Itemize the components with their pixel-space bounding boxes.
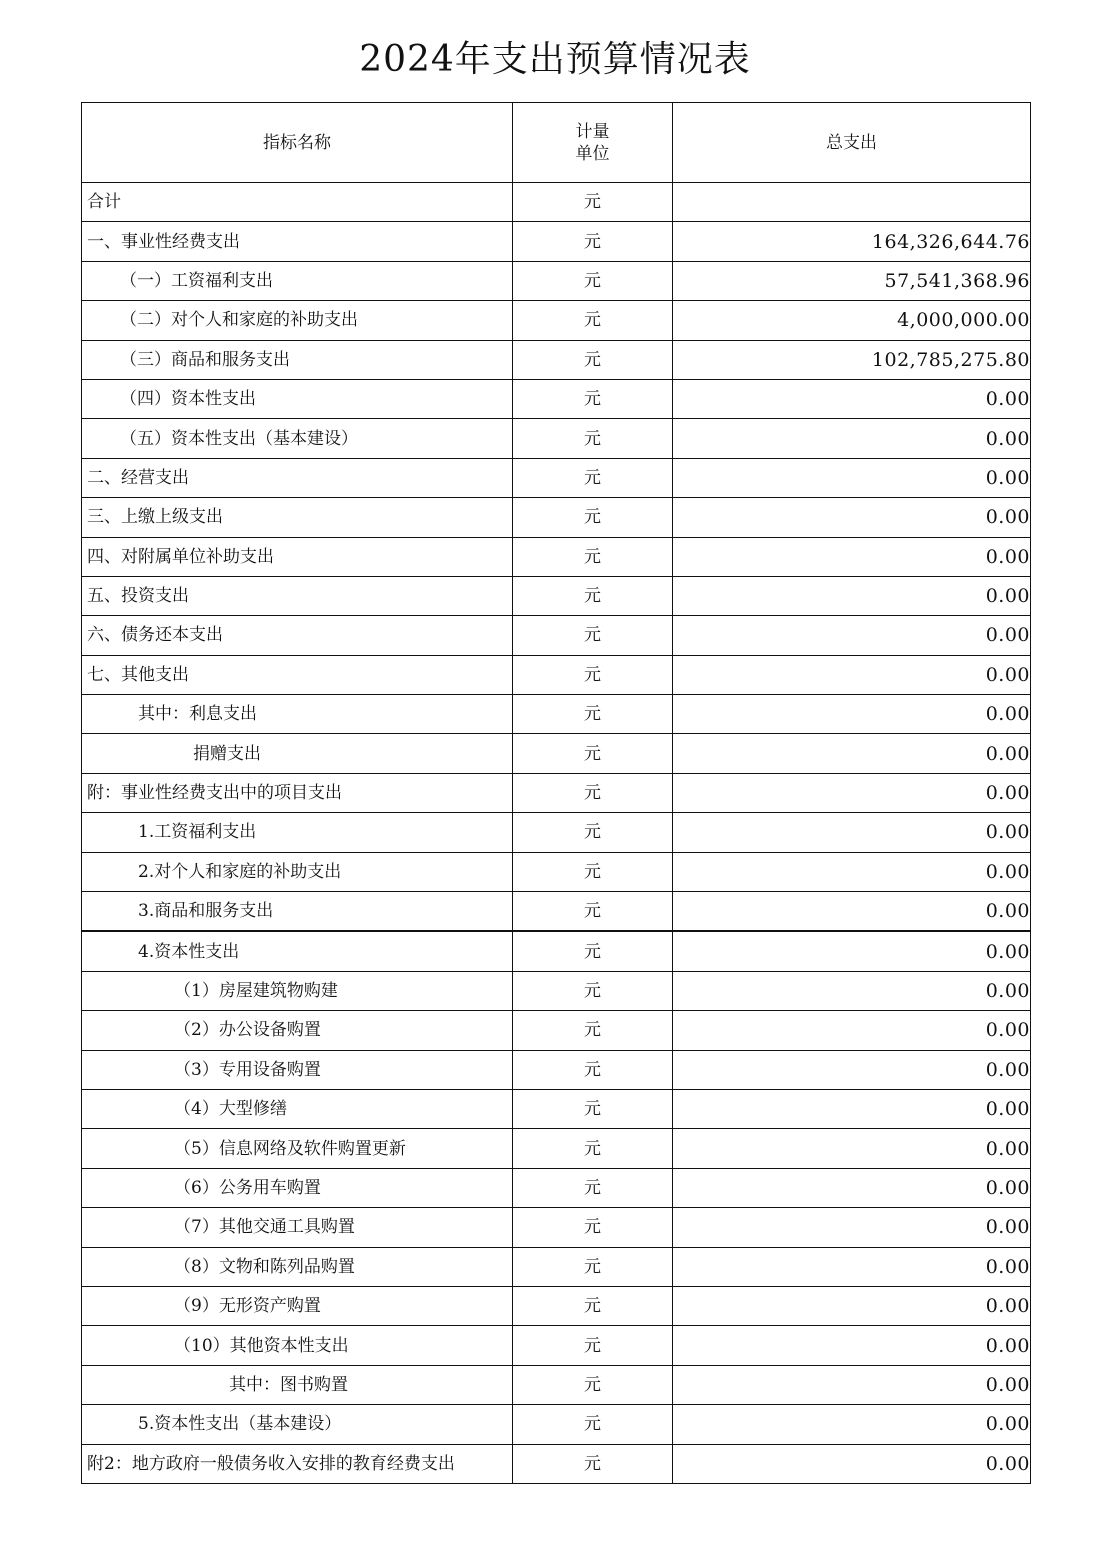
table-row xyxy=(82,1129,1031,1168)
table-row xyxy=(82,301,1031,340)
row-indicator-name: （10）其他资本性支出 xyxy=(82,1326,513,1365)
row-unit: 元 xyxy=(513,695,673,734)
row-indicator-name: （3）专用设备购置 xyxy=(82,1050,513,1089)
row-total-value: 0.00 xyxy=(673,458,1031,497)
table-row xyxy=(82,537,1031,576)
row-total-value: 0.00 xyxy=(673,1168,1031,1207)
row-total-value: 0.00 xyxy=(673,695,1031,734)
row-total-value: 0.00 xyxy=(673,655,1031,694)
page-title: 2024年支出预算情况表 xyxy=(359,39,751,80)
row-total-value: 0.00 xyxy=(673,1089,1031,1128)
row-indicator-name: （三）商品和服务支出 xyxy=(82,340,513,379)
table-row xyxy=(82,1050,1031,1089)
table-row xyxy=(82,1247,1031,1286)
row-total-value: 0.00 xyxy=(673,498,1031,537)
row-total-value: 0.00 xyxy=(673,931,1031,971)
row-total-value: 57,541,368.96 xyxy=(673,261,1031,300)
table-row xyxy=(82,1405,1031,1444)
row-indicator-name: 1.工资福利支出 xyxy=(82,813,513,852)
row-indicator-name: 4.资本性支出 xyxy=(82,931,513,971)
table-row xyxy=(82,931,1031,971)
table-row xyxy=(82,183,1031,222)
row-indicator-name: 三、上缴上级支出 xyxy=(82,498,513,537)
table-row xyxy=(82,852,1031,891)
row-total-value: 0.00 xyxy=(673,576,1031,615)
table-row xyxy=(82,892,1031,932)
table-row xyxy=(82,458,1031,497)
row-unit: 元 xyxy=(513,773,673,812)
row-indicator-name: 合计 xyxy=(82,183,513,222)
row-indicator-name: （一）工资福利支出 xyxy=(82,261,513,300)
row-total-value: 0.00 xyxy=(673,734,1031,773)
row-indicator-name: 七、其他支出 xyxy=(82,655,513,694)
row-total-value: 0.00 xyxy=(673,1247,1031,1286)
row-total-value: 0.00 xyxy=(673,852,1031,891)
row-unit: 元 xyxy=(513,301,673,340)
row-unit: 元 xyxy=(513,1168,673,1207)
table-row xyxy=(82,340,1031,379)
row-unit: 元 xyxy=(513,1286,673,1325)
row-total-value: 0.00 xyxy=(673,1208,1031,1247)
row-indicator-name: 附：事业性经费支出中的项目支出 xyxy=(82,773,513,812)
row-unit: 元 xyxy=(513,576,673,615)
row-total-value: 0.00 xyxy=(673,1011,1031,1050)
row-indicator-name: 附2：地方政府一般债务收入安排的教育经费支出 xyxy=(82,1444,513,1483)
row-indicator-name: （四）资本性支出 xyxy=(82,379,513,418)
table-row xyxy=(82,1444,1031,1483)
row-total-value: 0.00 xyxy=(673,1326,1031,1365)
row-unit: 元 xyxy=(513,1129,673,1168)
row-indicator-name: 捐赠支出 xyxy=(82,734,513,773)
row-unit: 元 xyxy=(513,1208,673,1247)
row-unit: 元 xyxy=(513,1050,673,1089)
row-total-value: 0.00 xyxy=(673,1286,1031,1325)
row-indicator-name: （9）无形资产购置 xyxy=(82,1286,513,1325)
table-row xyxy=(82,576,1031,615)
row-total-value: 0.00 xyxy=(673,379,1031,418)
row-indicator-name: 5.资本性支出（基本建设） xyxy=(82,1405,513,1444)
row-total-value: 0.00 xyxy=(673,1365,1031,1404)
table-row xyxy=(82,1168,1031,1207)
table-row xyxy=(82,222,1031,261)
row-indicator-name: （五）资本性支出（基本建设） xyxy=(82,419,513,458)
row-unit: 元 xyxy=(513,1089,673,1128)
row-indicator-name: （2）办公设备购置 xyxy=(82,1011,513,1050)
header-indicator-name: 指标名称 xyxy=(82,103,513,183)
row-unit: 元 xyxy=(513,419,673,458)
row-unit: 元 xyxy=(513,1444,673,1483)
row-unit: 元 xyxy=(513,616,673,655)
table-row xyxy=(82,379,1031,418)
header-row xyxy=(82,103,1031,183)
row-unit: 元 xyxy=(513,1405,673,1444)
row-unit: 元 xyxy=(513,1011,673,1050)
row-total-value: 0.00 xyxy=(673,971,1031,1010)
row-total-value: 0.00 xyxy=(673,813,1031,852)
table-row xyxy=(82,616,1031,655)
table-row xyxy=(82,261,1031,300)
row-indicator-name: 二、经营支出 xyxy=(82,458,513,497)
row-unit: 元 xyxy=(513,734,673,773)
table-header xyxy=(82,103,1031,183)
row-indicator-name: （二）对个人和家庭的补助支出 xyxy=(82,301,513,340)
table-body xyxy=(82,183,1031,1484)
table-row xyxy=(82,971,1031,1010)
row-indicator-name: （7）其他交通工具购置 xyxy=(82,1208,513,1247)
header-total-expenditure: 总支出 xyxy=(673,103,1031,183)
row-indicator-name: 四、对附属单位补助支出 xyxy=(82,537,513,576)
table-row xyxy=(82,419,1031,458)
header-unit-line2: 单位 xyxy=(575,143,610,164)
row-indicator-name: 3.商品和服务支出 xyxy=(82,892,513,932)
row-unit: 元 xyxy=(513,655,673,694)
row-unit: 元 xyxy=(513,261,673,300)
row-total-value: 0.00 xyxy=(673,537,1031,576)
row-total-value: 102,785,275.80 xyxy=(673,340,1031,379)
row-total-value: 0.00 xyxy=(673,616,1031,655)
row-unit: 元 xyxy=(513,931,673,971)
row-indicator-name: 五、投资支出 xyxy=(82,576,513,615)
row-total-value: 0.00 xyxy=(673,1129,1031,1168)
row-indicator-name: （8）文物和陈列品购置 xyxy=(82,1247,513,1286)
row-total-value: 4,000,000.00 xyxy=(673,301,1031,340)
row-total-value: 0.00 xyxy=(673,1050,1031,1089)
row-unit: 元 xyxy=(513,852,673,891)
table-row xyxy=(82,1326,1031,1365)
row-indicator-name: 六、债务还本支出 xyxy=(82,616,513,655)
row-indicator-name: 2.对个人和家庭的补助支出 xyxy=(82,852,513,891)
table-row xyxy=(82,773,1031,812)
row-unit: 元 xyxy=(513,458,673,497)
row-indicator-name: 其中：利息支出 xyxy=(82,695,513,734)
row-unit: 元 xyxy=(513,1247,673,1286)
table-row xyxy=(82,1365,1031,1404)
table-row xyxy=(82,1286,1031,1325)
row-indicator-name: 一、事业性经费支出 xyxy=(82,222,513,261)
row-total-value: 0.00 xyxy=(673,892,1031,932)
table-row xyxy=(82,734,1031,773)
table-row xyxy=(82,655,1031,694)
header-unit-line1: 计量 xyxy=(575,121,610,142)
row-unit: 元 xyxy=(513,971,673,1010)
row-total-value: 0.00 xyxy=(673,1405,1031,1444)
row-unit: 元 xyxy=(513,537,673,576)
table-row xyxy=(82,498,1031,537)
row-unit: 元 xyxy=(513,498,673,537)
table-row xyxy=(82,1208,1031,1247)
row-indicator-name: 其中：图书购置 xyxy=(82,1365,513,1404)
row-unit: 元 xyxy=(513,340,673,379)
row-unit: 元 xyxy=(513,813,673,852)
row-total-value: 164,326,644.76 xyxy=(673,222,1031,261)
row-unit: 元 xyxy=(513,1326,673,1365)
row-total-value: 0.00 xyxy=(673,1444,1031,1483)
row-total-value: 0.00 xyxy=(673,773,1031,812)
table-row xyxy=(82,695,1031,734)
row-unit: 元 xyxy=(513,222,673,261)
row-indicator-name: （1）房屋建筑物购建 xyxy=(82,971,513,1010)
table-row xyxy=(82,813,1031,852)
row-unit: 元 xyxy=(513,379,673,418)
row-unit: 元 xyxy=(513,183,673,222)
row-total-value xyxy=(673,183,1031,222)
row-indicator-name: （6）公务用车购置 xyxy=(82,1168,513,1207)
budget-table xyxy=(81,102,1031,1484)
row-unit: 元 xyxy=(513,892,673,932)
row-total-value: 0.00 xyxy=(673,419,1031,458)
header-unit xyxy=(513,103,673,183)
row-indicator-name: （4）大型修缮 xyxy=(82,1089,513,1128)
table-row xyxy=(82,1089,1031,1128)
row-indicator-name: （5）信息网络及软件购置更新 xyxy=(82,1129,513,1168)
table-row xyxy=(82,1011,1031,1050)
row-unit: 元 xyxy=(513,1365,673,1404)
